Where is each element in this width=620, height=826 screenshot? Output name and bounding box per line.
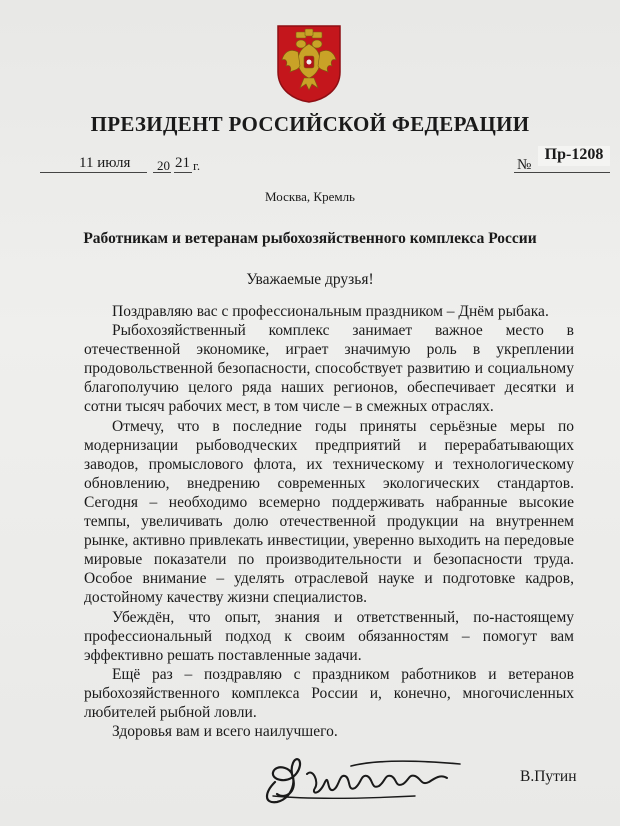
paragraph: Ещё раз – поздравляю с праздником работников и ветеранов рыбохозяйственного комплекса России и, конечно, многочисленных любителей рыбной ловли. <box>84 665 574 721</box>
date-century: 20 <box>157 158 170 173</box>
signer-name: В.Путин <box>520 768 577 785</box>
date-underline <box>40 172 147 173</box>
paragraph: Отмечу, что в последние годы приняты серьёзные меры по модернизации рыбоводческих предприятий и перерабатывающих заводов, промыслового флота, их техническому и технологическому обновлению, внедрению современных экологических стандартов. Сегодня – необходимо всемерно поддерживать набранные высокие темпы, увеличивать долю отечественной продукции на внутреннем рынке, активно привлекать инвестиции, уверенно выходить на передовые мировые показатели по производительности и безопасности труда. Особое внимание – уделять отраслевой науке и подготовке кадров, достойному качеству жизни специалистов. <box>84 417 574 607</box>
paragraph: Здоровья вам и всего наилучшего. <box>112 723 338 741</box>
paragraph: Поздравляю вас с профессиональным праздником – Днём рыбака. <box>112 303 549 320</box>
date-suffix: г. <box>193 158 201 173</box>
coat-of-arms-icon <box>274 22 344 104</box>
document-number: Пр-1208 <box>538 146 610 166</box>
letter-body <box>84 302 574 741</box>
handwritten-signature <box>255 752 480 807</box>
date-day-month: 11 июля <box>79 155 131 171</box>
letter-greeting: Уважаемые друзья! <box>246 271 374 288</box>
letter-title: Работникам и ветеранам рыбохозяйственного комплекса России <box>83 230 537 247</box>
date-underline <box>174 172 192 173</box>
letterhead-heading: ПРЕЗИДЕНТ РОССИЙСКОЙ ФЕДЕРАЦИИ <box>90 112 530 136</box>
number-sign: № <box>517 157 532 173</box>
date-year: 21 <box>175 155 190 171</box>
paragraph: Убеждён, что опыт, знания и ответственный, по-настоящему профессиональный подход к своим обязанностям – помогут вам эффективно решать поставленные задачи. <box>84 608 574 664</box>
paragraph: Рыбохозяйственный комплекс занимает важное место в отечественной экономике, играет значимую роль в укреплении продовольственной безопасности, способствует развитию и социальному благополучию целого ряда наших регионов, обеспечивает десятки и сотни тысяч рабочих мест, в том числе – в смежных отраслях. <box>84 322 574 416</box>
location: Москва, Кремль <box>265 189 355 204</box>
